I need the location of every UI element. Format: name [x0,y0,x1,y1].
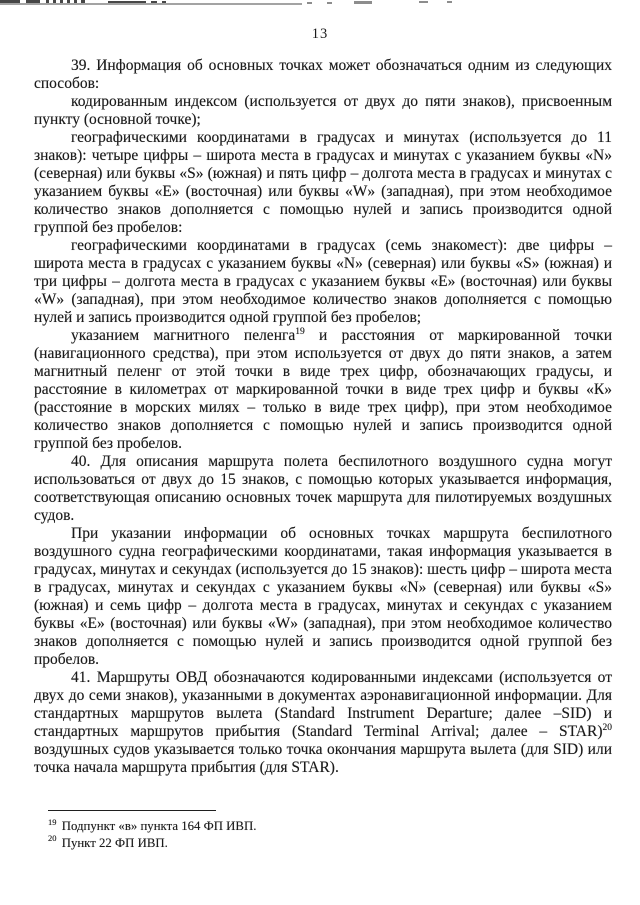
footnote-separator [48,810,216,811]
scan-mark [307,2,312,4]
footnote-ref: 19 [295,326,305,337]
body-paragraph: 40. Для описания маршрута полета беспилотного воздушного судна могут использоваться от двух до 15 знаков, с помощью которых указывается информация, соответствующая описанию основных точек маршрута для пилотируемых воздушных судов. [34,453,612,524]
page-number: 13 [311,26,329,42]
body-paragraph: указанием магнитного пеленга$^{19}$ и расстояния от маркированной точки (навигационного средства), при этом используется от двух до пяти знаков, а затем магнитный пеленг от этой точки в виде трех цифр, обозначающих градусы, и расстояние в километрах от маркированной точки в виде трех цифр и буквы «К» (расстояние в морских милях – только в виде трех цифр), при этом необходимое количество знаков дополняется с помощью нулей и запись производится одной группой без пробелов. [34,326,612,452]
scan-mark [354,1,372,4]
body-paragraph: При указании информации об основных точках маршрута беспилотного воздушного судна географическими координатами, такая информация указывается в градусах, минутах и секундах (используется до 15 знаков): шесть цифр – широта места в градусах, минутах и секундах с указанием буквы «N» (северная) или буквы «S» (южная) и семь цифр – долгота места в градусах, минутах и секундах с указанием буквы «E» (восточная) или буквы «W» (западная), при этом необходимое количество знаков дополняется с помощью нулей и запись производится одной группой без пробелов. [34,525,612,668]
scan-mark [447,1,452,3]
body-paragraph: 39. Информация об основных точках может обозначаться одним из следующих способов: [34,57,612,92]
footnotes [48,818,608,851]
body-paragraph: географическими координатами в градусах и минутах (используется до 11 знаков): четыре цифры – широта места в градусах и минутах с указанием буквы «N» (северная) или буквы «S» (южная) и пять цифр – долгота места в градусах и минутах с указанием буквы «E» (восточная) или буквы «W» (западная), при этом необходимое количество знаков дополняется с помощью нулей и запись производится одной группой без пробелов: [34,129,612,236]
footnote: $^{20}$ Пункт 22 ФП ИВП. [48,833,168,850]
scan-artifact-top [0,0,640,6]
body-paragraph: 41. Маршруты ОВД обозначаются кодированными индексами (используется от двух до семи знаков), указанными в документах аэронавигационной информации. Для стандартных маршрутов вылета (Standard Instrument Departure; далее –SID) и стандартных маршрутов прибытия (Standard Terminal Arrival; далее – STAR)$^{20}$ воздушных судов указывается только точка окончания маршрута вылета (для SID) или точка начала маршрута прибытия (для STAR). [34,669,612,776]
body-paragraph: кодированным индексом (используется от двух до пяти знаков), присвоенным пункту (основной точке); [34,93,612,128]
scan-mark [419,1,428,3]
footnote-number: 19 [48,816,57,827]
footnote-number: 20 [48,833,57,844]
footnote: $^{19}$ Подпункт «в» пункта 164 ФП ИВП. [48,816,257,833]
footnote-ref: 20 [602,722,612,733]
body-paragraph: географическими координатами в градусах (семь знакомест): две цифры – широта места в градусах с указанием буквы «N» (северная) или буквы «S» (южная) и три цифры – долгота места в градусах с указанием буквы «E» (восточная) или буквы «W» (западная), при этом необходимое количество знаков дополняется с помощью нулей и запись производится одной группой без пробелов; [34,237,612,326]
document-body [34,57,612,777]
scan-mark [327,2,332,4]
scan-line [0,3,302,5]
